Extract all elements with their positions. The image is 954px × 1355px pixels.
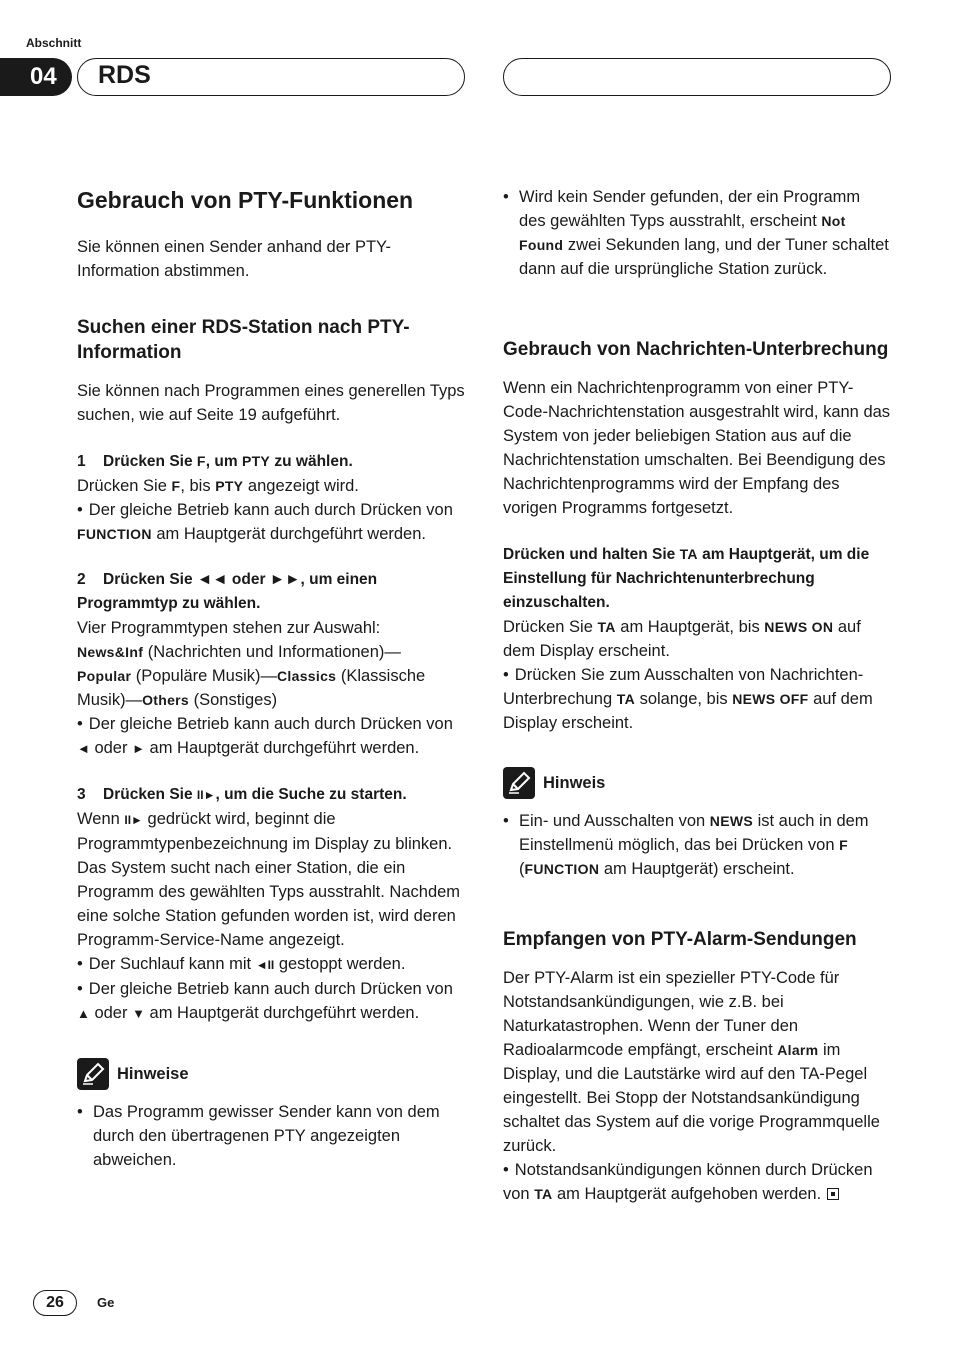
- step-number: 3: [77, 786, 86, 803]
- text: (Sonstiges): [189, 691, 278, 709]
- program-type: News&Inf: [77, 644, 144, 660]
- text: am Hauptgerät durchgeführt werden.: [151, 525, 426, 543]
- step-number: 2: [77, 571, 86, 588]
- text: am Hauptgerät, bis: [615, 618, 765, 636]
- left-arrow-icon: ◄: [77, 741, 90, 756]
- fast-forward-icon: ►►: [269, 571, 301, 588]
- step-1-body: [77, 474, 465, 498]
- text: Notstandsankündigungen können durch Drücken von: [503, 1161, 873, 1203]
- code-label: TA: [597, 619, 616, 635]
- section-number: 04: [0, 58, 72, 96]
- news-intro: Wenn ein Nachrichtenprogramm von einer PTY-Code-Nachrichtenstation ausgestrahlt wird, kann das System von jeder beliebigen Station aus auf die Nachrichtenstation umschalten. Bei Beendigung des Nachrichtenprogramms wird der Empfang des vorigen Programms fortgesetzt.: [503, 379, 891, 517]
- notes-bullet: • Das Programm gewisser Sender kann von dem durch den übertragenen PTY angezeigten abweichen.: [77, 1100, 465, 1172]
- text: Der Suchlauf kann mit: [88, 955, 256, 973]
- left-column: [77, 185, 465, 1172]
- text: ist auch in dem Einstellmenü möglich, das bei Drücken von: [519, 812, 869, 854]
- text: Drücken Sie: [103, 786, 197, 803]
- text: (Nachrichten und Informationen)—: [143, 643, 401, 661]
- code-label: F: [196, 453, 206, 469]
- text: auf dem Display erscheint.: [503, 618, 861, 660]
- note-heading: [503, 767, 891, 799]
- down-arrow-icon: ▼: [132, 1006, 145, 1021]
- language-code: Ge: [97, 1295, 115, 1310]
- text: oder: [227, 571, 270, 588]
- text: gestoppt werden.: [274, 955, 406, 973]
- text: Drücken Sie zum Ausschalten von Nachrichten-Unterbrechung: [503, 666, 864, 708]
- play-pause-icon: II►: [196, 788, 216, 802]
- header-empty-box: [503, 58, 891, 96]
- text: Drücken Sie: [103, 453, 197, 470]
- text: , bis: [180, 477, 216, 495]
- subsection-heading-alarm: Empfangen von PTY-Alarm-Sendungen: [503, 929, 857, 950]
- text: auf dem Display erscheint.: [503, 690, 873, 732]
- subsection-heading-news: Gebrauch von Nachrichten-Unterbrechung: [503, 339, 889, 360]
- text: Drücken Sie: [77, 477, 172, 495]
- code-label: NEWS: [709, 813, 753, 829]
- text: am Hauptgerät durchgeführt werden.: [144, 1004, 420, 1022]
- right-column: [503, 185, 891, 1206]
- note-pencil-icon: [77, 1058, 109, 1090]
- text: (: [519, 860, 525, 878]
- code-label: PTY: [215, 478, 244, 494]
- text: zwei Sekunden lang, und der Tuner schaltet dann auf die ursprüngliche Station zurück.: [519, 236, 889, 278]
- alarm-body: [503, 966, 891, 1158]
- note-label: Hinweis: [543, 773, 606, 792]
- code-label: FUNCTION: [524, 861, 600, 877]
- intro-text: Sie können einen Sender anhand der PTY-Information abstimmen.: [77, 238, 392, 280]
- section-title-box: [77, 58, 465, 96]
- text: gedrückt wird, beginnt die Programmtypenbezeichnung im Display zu blinken. Das System sucht nach einer Station, die ein Programm des gewählten Typs ausstrahlt. Nachdem eine solche Station gefunden worden ist, wird deren Programm-Service-Name angezeigt.: [77, 810, 461, 949]
- text: zu wählen.: [270, 453, 353, 470]
- text: Drücken und halten Sie: [503, 546, 680, 563]
- step-1-bullet: [77, 498, 465, 546]
- page-number: 26: [33, 1290, 77, 1316]
- text: , um die Suche zu starten.: [215, 786, 407, 803]
- text: (Populäre Musik)—: [131, 667, 278, 685]
- stop-icon: ◄II: [255, 958, 275, 972]
- not-found-bullet: [503, 185, 891, 281]
- text: Drücken Sie: [503, 618, 598, 636]
- notes-label: Hinweise: [117, 1064, 189, 1083]
- step-3-bullet-2: [77, 977, 465, 1026]
- code-label: NEWS OFF: [732, 691, 809, 707]
- text: (Klassische Musik)—: [77, 667, 426, 709]
- code-label: F: [171, 478, 181, 494]
- text: oder: [89, 1004, 133, 1022]
- code-label: TA: [679, 546, 698, 562]
- note-bullet: [503, 809, 891, 881]
- text: angezeigt wird.: [243, 477, 359, 495]
- text: im Display, und die Lautstärke wird auf den TA-Pegel eingestellt. Bei Stopp der Notstandsankündigung schaltet das System auf die vorige Programmquelle zurück.: [503, 1041, 880, 1155]
- text: Der PTY-Alarm ist ein spezieller PTY-Code für Notstandsankündigungen, wie z.B. bei Naturkatastrophen. Wenn der Tuner den Radioalarmcode empfängt, erscheint: [503, 969, 840, 1059]
- program-type: Others: [142, 692, 190, 708]
- news-bullet: [503, 663, 891, 735]
- code-label: PTY: [241, 453, 271, 469]
- note-pencil-icon: [503, 767, 535, 799]
- code-label: FUNCTION: [77, 526, 152, 542]
- rewind-icon: ◄◄: [196, 571, 228, 588]
- code-label: F: [839, 837, 848, 853]
- text: Wird kein Sender gefunden, der ein Programm des gewählten Typs ausstrahlt, erscheint: [519, 188, 861, 230]
- text: Der gleiche Betrieb kann auch durch Drücken von: [88, 715, 453, 733]
- text: am Hauptgerät, um die Einstellung für Nachrichtenunterbrechung einzuschalten.: [503, 546, 870, 611]
- step-3-bullet-1: [77, 952, 465, 977]
- text: Wenn: [77, 810, 125, 828]
- text: am Hauptgerät) erscheint.: [599, 860, 795, 878]
- text: am Hauptgerät durchgeführt werden.: [144, 739, 420, 757]
- play-pause-icon: II►: [124, 813, 143, 827]
- news-body: [503, 615, 891, 663]
- text: , um: [205, 453, 242, 470]
- step-2-body: [77, 616, 465, 712]
- step-3-heading: [77, 783, 465, 807]
- text: , um einen Programmtyp zu wählen.: [77, 571, 378, 612]
- section-title: RDS: [98, 61, 151, 89]
- text: Drücken Sie: [103, 571, 197, 588]
- code-label: TA: [616, 691, 635, 707]
- section-label: Abschnitt: [26, 36, 82, 50]
- news-instruction: [503, 542, 891, 615]
- step-number: 1: [77, 453, 86, 470]
- step-2-heading: [77, 568, 465, 616]
- code-label: Alarm: [777, 1042, 819, 1058]
- step-3-body: [77, 807, 465, 952]
- step-1-heading: [77, 449, 465, 474]
- program-type: Classics: [277, 668, 337, 684]
- code-label: Not Found: [519, 213, 846, 253]
- subsection-heading-pty-search: Suchen einer RDS-Station nach PTY-Information: [77, 317, 410, 363]
- text: Ein- und Ausschalten von: [519, 812, 710, 830]
- text: oder: [89, 739, 133, 757]
- program-type: Popular: [77, 668, 132, 684]
- text: solange, bis: [634, 690, 733, 708]
- subsection-intro: Sie können nach Programmen eines generellen Typs suchen, wie auf Seite 19 aufgeführt.: [77, 382, 465, 424]
- page-title: Gebrauch von PTY-Funktionen: [77, 187, 414, 213]
- right-arrow-icon: ►: [132, 741, 145, 756]
- code-label: TA: [534, 1186, 553, 1202]
- notes-heading: [77, 1058, 465, 1090]
- alarm-bullet: [503, 1158, 891, 1206]
- step-2-bullet: [77, 712, 465, 761]
- text: Der gleiche Betrieb kann auch durch Drücken von: [88, 501, 453, 519]
- text: Der gleiche Betrieb kann auch durch Drücken von: [88, 980, 453, 998]
- code-label: NEWS ON: [764, 619, 834, 635]
- up-arrow-icon: ▲: [77, 1006, 90, 1021]
- end-mark-icon: [827, 1188, 839, 1200]
- text: Vier Programmtypen stehen zur Auswahl:: [77, 619, 381, 637]
- text: am Hauptgerät aufgehoben werden.: [552, 1185, 822, 1203]
